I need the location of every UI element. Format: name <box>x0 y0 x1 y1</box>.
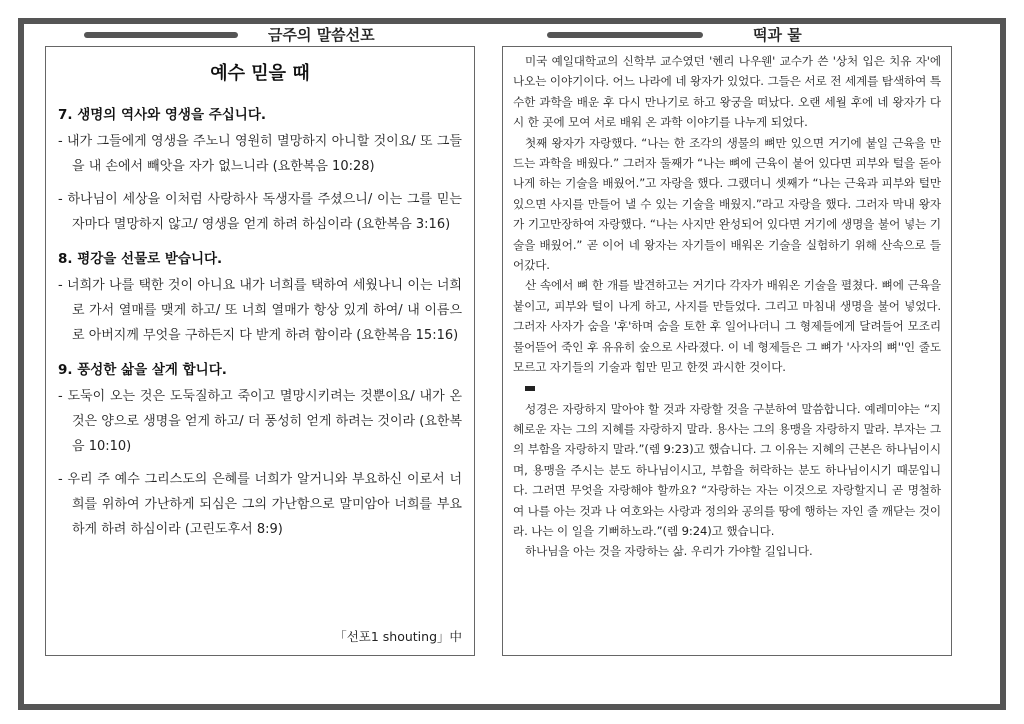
story-box <box>502 46 952 656</box>
story-paragraph: 미국 예일대학교의 신학부 교수였던 '헨리 나우웬' 교수가 쓴 '상처 입은 치유 자'에 나오는 이야기이다. 어느 나라에 네 왕자가 있었다. 그들은 서로 전 세계를 탐색하여 특수한 과학을 배운 후 다시 만나기로 하고 왕궁을 떠났다. 오랜 세월 후에 네 왕자가 다시 한 곳에 모여 서로 배워 온 과학 이야기를 나누게 되었다. <box>513 54 941 130</box>
section-heading: 9. 풍성한 삶을 살게 합니다. <box>58 362 227 378</box>
verse: - 너희가 나를 택한 것이 아니요 내가 너희를 택하여 세웠나니 이는 너희로 가서 열매를 맺게 하고/ 또 너희 열매가 항상 있게 하여/ 내 이름으로 아버지께 무엇을 구하든지 다 받게 하려 함이라 (요한복음 15:16) <box>58 278 462 343</box>
section-8 <box>58 247 462 348</box>
left-header-bar <box>84 32 238 38</box>
left-header-title: 금주의 말씀선포 <box>268 26 375 44</box>
section-heading: 8. 평강을 선물로 받습니다. <box>58 251 223 267</box>
section-divider-mark <box>525 386 535 391</box>
story-paragraph: 산 속에서 뼈 한 개를 발견하고는 거기다 각자가 배워온 기술을 펼쳤다. 뼈에 근육을 붙이고, 피부와 털이 나게 하고, 사지를 만들었다. 그리고 마침내 생명을 불어 넣었다. 그러자 사자가 숨을 '후'하며 숨을 토한 후 일어나더니 그 형제들에게 달려들어 모조리 물어뜯어 죽인 후 유유히 숲으로 사라졌다. 이 네 형제들은 그 뼈가 '사자의 뼈''인 줄도 모르고 자기들의 기술과 힘만 믿고 한껏 과시한 것이다. <box>513 278 941 375</box>
story-paragraph: 첫째 왕자가 자랑했다. “나는 한 조각의 생물의 뼈만 있으면 거기에 붙일 근육을 만드는 과학을 배웠다.” 그러자 둘째가 “나는 뼈에 근육이 붙어 있다면 피부와 털을 돋아나게 하는 기술을 배웠어.”고 자랑을 했다. 그랬더니 셋째가 “나는 근육과 피부와 털만 있으면 사지를 만들어 낼 수 있는 기술을 배웠지.”라고 자랑을 했다. 그러자 막내 왕자가 기고만장하여 자랑했다. “나는 사지만 완성되어 있다면 거기에 생명을 불어 넣는 기술을 배웠어.” 곧 이어 네 왕자는 자기들이 배워온 기술을 실험하기 위해 산속으로 들어갔다. <box>513 135 941 273</box>
sermon-box <box>45 46 475 656</box>
left-header <box>80 24 400 46</box>
reflection-paragraph: 성경은 자랑하지 말아야 할 것과 자랑할 것을 구분하여 말씀합니다. 예레미야는 “지혜로운 자는 그의 지혜를 자랑하지 말라. 용사는 그의 용맹을 자랑하지 말라. 부자는 그의 부함을 자랑하지 말라.”(렘 9:23)고 했습니다. 그 이유는 지혜의 근본은 하나님이시며, 용맹을 주시는 분도 하나님이시고, 부함을 허락하는 분도 하나님이시기 때문입니다. 그러면 무엇을 자랑해야 할까요? “자랑하는 자는 이것으로 자랑할지니 곧 명철하여 나를 아는 것과 나 여호와는 사랑과 정의와 공의를 땅에 행하는 자인 줄 깨닫는 것이라. 나는 이 일을 기뻐하노라.”(렘 9:24)고 했습니다. <box>513 401 941 538</box>
source-citation: 「선포1 shouting」中 <box>334 629 462 644</box>
section-7 <box>58 103 462 237</box>
reflection-paragraph: 하나님을 아는 것을 자랑하는 삶. 우리가 가야할 길입니다. <box>525 544 813 559</box>
verse: - 내가 그들에게 영생을 주노니 영원히 멸망하지 아니할 것이요/ 또 그들을 내 손에서 빼앗을 자가 없느니라 (요한복음 10:28) <box>58 134 462 174</box>
verse: - 우리 주 예수 그리스도의 은혜를 너희가 알거니와 부요하신 이로서 너희를 위하여 가난하게 되심은 그의 가난함으로 말미암아 너희를 부요하게 하려 하심이라 (고린도후서 8:9) <box>58 472 462 537</box>
verse: - 하나님이 세상을 이처럼 사랑하사 독생자를 주셨으니/ 이는 그를 믿는 자마다 멸망하지 않고/ 영생을 얻게 하려 하심이라 (요한복음 3:16) <box>58 192 462 232</box>
sermon-title: 예수 믿을 때 <box>210 63 310 84</box>
right-header-title: 떡과 물 <box>753 26 802 44</box>
section-heading: 7. 생명의 역사와 영생을 주십니다. <box>58 107 266 123</box>
verse: - 도둑이 오는 것은 도둑질하고 죽이고 멸망시키려는 것뿐이요/ 내가 온 것은 양으로 생명을 얻게 하고/ 더 풍성히 얻게 하려는 것이라 (요한복음 10:10) <box>58 389 462 454</box>
right-header-bar <box>547 32 703 38</box>
section-9 <box>58 358 462 542</box>
right-header <box>545 24 845 46</box>
